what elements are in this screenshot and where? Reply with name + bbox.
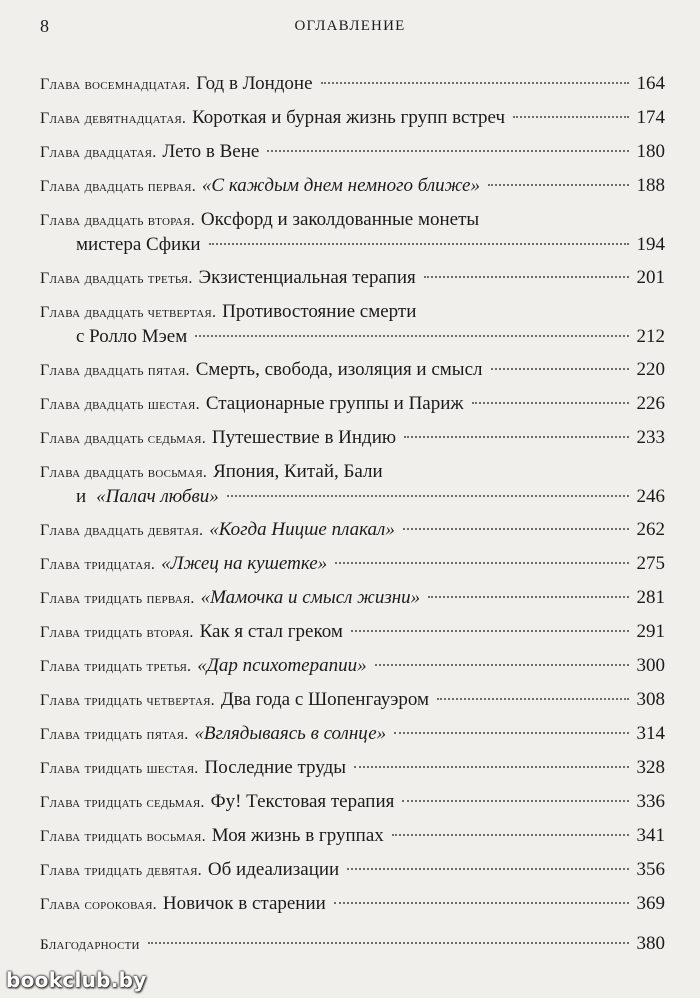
toc-entry bbox=[40, 358, 665, 383]
chapter-title: Япония, Китай, Бали bbox=[213, 461, 383, 482]
page-ref: 164 bbox=[636, 73, 665, 94]
chapter-label: Глава девятнадцатая. bbox=[40, 110, 187, 127]
page-ref: 226 bbox=[636, 393, 665, 414]
toc-line-continued bbox=[40, 485, 665, 509]
toc-line bbox=[40, 460, 665, 485]
chapter-label: Глава тридцать четвертая. bbox=[40, 692, 215, 709]
dot-leader bbox=[392, 834, 629, 836]
page-ref: 174 bbox=[636, 107, 665, 128]
dot-leader bbox=[347, 868, 628, 870]
chapter-label: Глава тридцать восьмая. bbox=[40, 828, 206, 845]
chapter-title: Короткая и бурная жизнь групп встреч bbox=[192, 107, 506, 128]
toc-entry bbox=[40, 72, 665, 97]
chapter-label: Глава двадцать девятая. bbox=[40, 522, 204, 539]
toc-entry bbox=[40, 140, 665, 165]
entry-spacer bbox=[40, 131, 665, 140]
dot-leader bbox=[375, 664, 629, 666]
toc-line bbox=[40, 858, 665, 883]
toc-entry bbox=[40, 460, 665, 509]
dot-leader bbox=[403, 528, 629, 530]
page-ref: 201 bbox=[636, 267, 665, 288]
toc-entry bbox=[40, 722, 665, 747]
entry-spacer bbox=[40, 165, 665, 174]
entry-spacer bbox=[40, 291, 665, 300]
dot-leader bbox=[491, 368, 629, 370]
dot-leader bbox=[424, 276, 629, 278]
chapter-label: Глава тридцать седьмая. bbox=[40, 794, 205, 811]
dot-leader bbox=[227, 495, 629, 497]
entry-spacer bbox=[40, 713, 665, 722]
chapter-label: Глава двадцать четвертая. bbox=[40, 304, 217, 321]
toc-line bbox=[40, 620, 665, 645]
toc-entry bbox=[40, 174, 665, 199]
toc-entry bbox=[40, 208, 665, 257]
toc-entry bbox=[40, 586, 665, 611]
chapter-title: Моя жизнь в группах bbox=[211, 825, 384, 846]
toc-line bbox=[40, 654, 665, 679]
toc-line bbox=[40, 932, 665, 957]
toc-line bbox=[40, 586, 665, 611]
toc-entry bbox=[40, 106, 665, 131]
toc-line bbox=[40, 518, 665, 543]
entry-spacer bbox=[40, 509, 665, 518]
entry-spacer bbox=[40, 97, 665, 106]
toc-entry bbox=[40, 932, 665, 957]
toc-entry bbox=[40, 756, 665, 781]
chapter-label: Глава тридцать вторая. bbox=[40, 624, 194, 641]
toc-entry bbox=[40, 824, 665, 849]
chapter-label: Глава сороковая. bbox=[40, 896, 157, 913]
dot-leader bbox=[437, 698, 628, 700]
page-ref: 262 bbox=[636, 519, 665, 540]
watermark-logo: bookclub.by bbox=[6, 968, 147, 992]
chapter-title: «С каждым днем немного ближе» bbox=[201, 175, 480, 196]
table-of-contents bbox=[40, 72, 665, 957]
chapter-title: «Лжец на кушетке» bbox=[161, 553, 328, 574]
chapter-title: Два года с Шопенгауэром bbox=[220, 689, 430, 710]
toc-entry bbox=[40, 654, 665, 679]
dot-leader bbox=[404, 436, 628, 438]
chapter-label: Глава тридцать девятая. bbox=[40, 862, 202, 879]
page-ref: 275 bbox=[636, 553, 665, 574]
dot-leader bbox=[209, 243, 629, 245]
chapter-label: Глава двадцатая. bbox=[40, 144, 157, 161]
chapter-title: Стационарные группы и Париж bbox=[205, 393, 464, 414]
chapter-title: Год в Лондоне bbox=[196, 73, 313, 94]
toc-line bbox=[40, 892, 665, 917]
page-ref: 314 bbox=[636, 723, 665, 744]
entry-spacer bbox=[40, 417, 665, 426]
toc-entry bbox=[40, 266, 665, 291]
chapter-title: Смерть, свобода, изоляция и смысл bbox=[195, 359, 483, 380]
chapter-title: Новичок в старении bbox=[162, 893, 326, 914]
chapter-label: Глава двадцать седьмая. bbox=[40, 430, 206, 447]
dot-leader bbox=[402, 800, 628, 802]
toc-line bbox=[40, 790, 665, 815]
entry-spacer bbox=[40, 679, 665, 688]
chapter-title: Последние труды bbox=[204, 757, 346, 778]
chapter-label: Благодарности bbox=[40, 937, 140, 953]
page-ref: 308 bbox=[636, 689, 665, 710]
dot-leader bbox=[351, 630, 629, 632]
chapter-label: Глава двадцать вторая. bbox=[40, 212, 195, 229]
chapter-label: Глава тридцать первая. bbox=[40, 590, 195, 607]
toc-line bbox=[40, 824, 665, 849]
page-number: 8 bbox=[40, 16, 49, 36]
page-ref: 233 bbox=[636, 427, 665, 448]
toc-entry bbox=[40, 392, 665, 417]
toc-line-continued bbox=[40, 233, 665, 257]
page-header bbox=[40, 16, 660, 46]
chapter-title: Экзистенциальная терапия bbox=[198, 267, 416, 288]
dot-leader bbox=[195, 335, 628, 337]
entry-spacer bbox=[40, 849, 665, 858]
toc-entry bbox=[40, 426, 665, 451]
chapter-label: Глава двадцать восьмая. bbox=[40, 464, 208, 481]
page-ref: 356 bbox=[636, 859, 665, 880]
dot-leader bbox=[472, 402, 629, 404]
toc-line bbox=[40, 688, 665, 713]
chapter-title: Лето в Вене bbox=[162, 141, 260, 162]
page-ref: 246 bbox=[636, 486, 665, 507]
toc-line-continued bbox=[40, 325, 665, 349]
chapter-label: Глава двадцать пятая. bbox=[40, 362, 190, 379]
dot-leader bbox=[335, 562, 628, 564]
page-ref: 180 bbox=[636, 141, 665, 162]
entry-spacer bbox=[40, 577, 665, 586]
dot-leader bbox=[267, 150, 628, 152]
dot-leader bbox=[334, 902, 629, 904]
toc-line bbox=[40, 140, 665, 165]
toc-line bbox=[40, 266, 665, 291]
chapter-title: Об идеализации bbox=[207, 859, 340, 880]
toc-entry bbox=[40, 790, 665, 815]
chapter-title-continued: и bbox=[76, 486, 87, 507]
entry-spacer bbox=[40, 883, 665, 892]
entry-spacer bbox=[40, 645, 665, 654]
chapter-title: «Дар психотерапии» bbox=[197, 655, 367, 676]
entry-spacer bbox=[40, 451, 665, 460]
toc-entry bbox=[40, 688, 665, 713]
page-ref: 281 bbox=[636, 587, 665, 608]
page-ref: 188 bbox=[636, 175, 665, 196]
entry-spacer bbox=[40, 747, 665, 756]
chapter-title-italic: «Палач любви» bbox=[96, 486, 219, 507]
page-ref: 341 bbox=[636, 825, 665, 846]
toc-line bbox=[40, 208, 665, 233]
entry-spacer bbox=[40, 543, 665, 552]
toc-line bbox=[40, 756, 665, 781]
dot-leader bbox=[321, 82, 629, 84]
page-ref: 369 bbox=[636, 893, 665, 914]
chapter-title: Как я стал греком bbox=[199, 621, 343, 642]
toc-line bbox=[40, 392, 665, 417]
entry-spacer bbox=[40, 815, 665, 824]
dot-leader bbox=[148, 942, 629, 944]
entry-spacer bbox=[40, 383, 665, 392]
toc-entry bbox=[40, 552, 665, 577]
entry-spacer bbox=[40, 917, 665, 926]
entry-spacer bbox=[40, 199, 665, 208]
chapter-title-continued: с Ролло Мэем bbox=[76, 326, 188, 347]
entry-spacer bbox=[40, 611, 665, 620]
toc-line bbox=[40, 174, 665, 199]
page-ref: 300 bbox=[636, 655, 665, 676]
toc-entry bbox=[40, 858, 665, 883]
chapter-title: «Вглядываясь в солнце» bbox=[194, 723, 387, 744]
chapter-title: Оксфорд и заколдованные монеты bbox=[200, 209, 480, 230]
chapter-label: Глава тридцать шестая. bbox=[40, 760, 199, 777]
chapter-title: Путешествие в Индию bbox=[211, 427, 397, 448]
toc-line bbox=[40, 106, 665, 131]
running-title: ОГЛАВЛЕНИЕ bbox=[294, 18, 406, 34]
page-ref: 328 bbox=[636, 757, 665, 778]
entry-spacer bbox=[40, 349, 665, 358]
toc-entry bbox=[40, 518, 665, 543]
chapter-label: Глава тридцатая. bbox=[40, 556, 156, 573]
page-ref: 212 bbox=[636, 326, 665, 347]
dot-leader bbox=[488, 184, 629, 186]
chapter-label: Глава тридцать третья. bbox=[40, 658, 192, 675]
entry-spacer bbox=[40, 781, 665, 790]
chapter-title: Фу! Текстовая терапия bbox=[210, 791, 395, 812]
toc-line bbox=[40, 300, 665, 325]
toc-line bbox=[40, 722, 665, 747]
chapter-label: Глава тридцать пятая. bbox=[40, 726, 189, 743]
toc-line bbox=[40, 426, 665, 451]
toc-line bbox=[40, 358, 665, 383]
chapter-label: Глава двадцать третья. bbox=[40, 270, 193, 287]
toc-line bbox=[40, 552, 665, 577]
toc-line bbox=[40, 72, 665, 97]
page-ref: 194 bbox=[636, 234, 665, 255]
entry-spacer bbox=[40, 257, 665, 266]
chapter-title-continued: мистера Сфики bbox=[76, 234, 201, 255]
page-ref: 220 bbox=[636, 359, 665, 380]
page-ref: 336 bbox=[636, 791, 665, 812]
chapter-label: Глава двадцать шестая. bbox=[40, 396, 200, 413]
dot-leader bbox=[354, 766, 629, 768]
dot-leader bbox=[513, 116, 628, 118]
chapter-title: Противостояние смерти bbox=[222, 301, 417, 322]
page-ref: 291 bbox=[636, 621, 665, 642]
page-ref: 380 bbox=[636, 933, 665, 954]
toc-entry bbox=[40, 300, 665, 349]
dot-leader bbox=[394, 732, 628, 734]
chapter-label: Глава восемнадцатая. bbox=[40, 76, 191, 93]
toc-entry bbox=[40, 892, 665, 917]
chapter-title: «Когда Ницше плакал» bbox=[209, 519, 395, 540]
dot-leader bbox=[428, 596, 628, 598]
chapter-label: Глава двадцать первая. bbox=[40, 178, 196, 195]
chapter-title: «Мамочка и смысл жизни» bbox=[200, 587, 421, 608]
toc-entry bbox=[40, 620, 665, 645]
